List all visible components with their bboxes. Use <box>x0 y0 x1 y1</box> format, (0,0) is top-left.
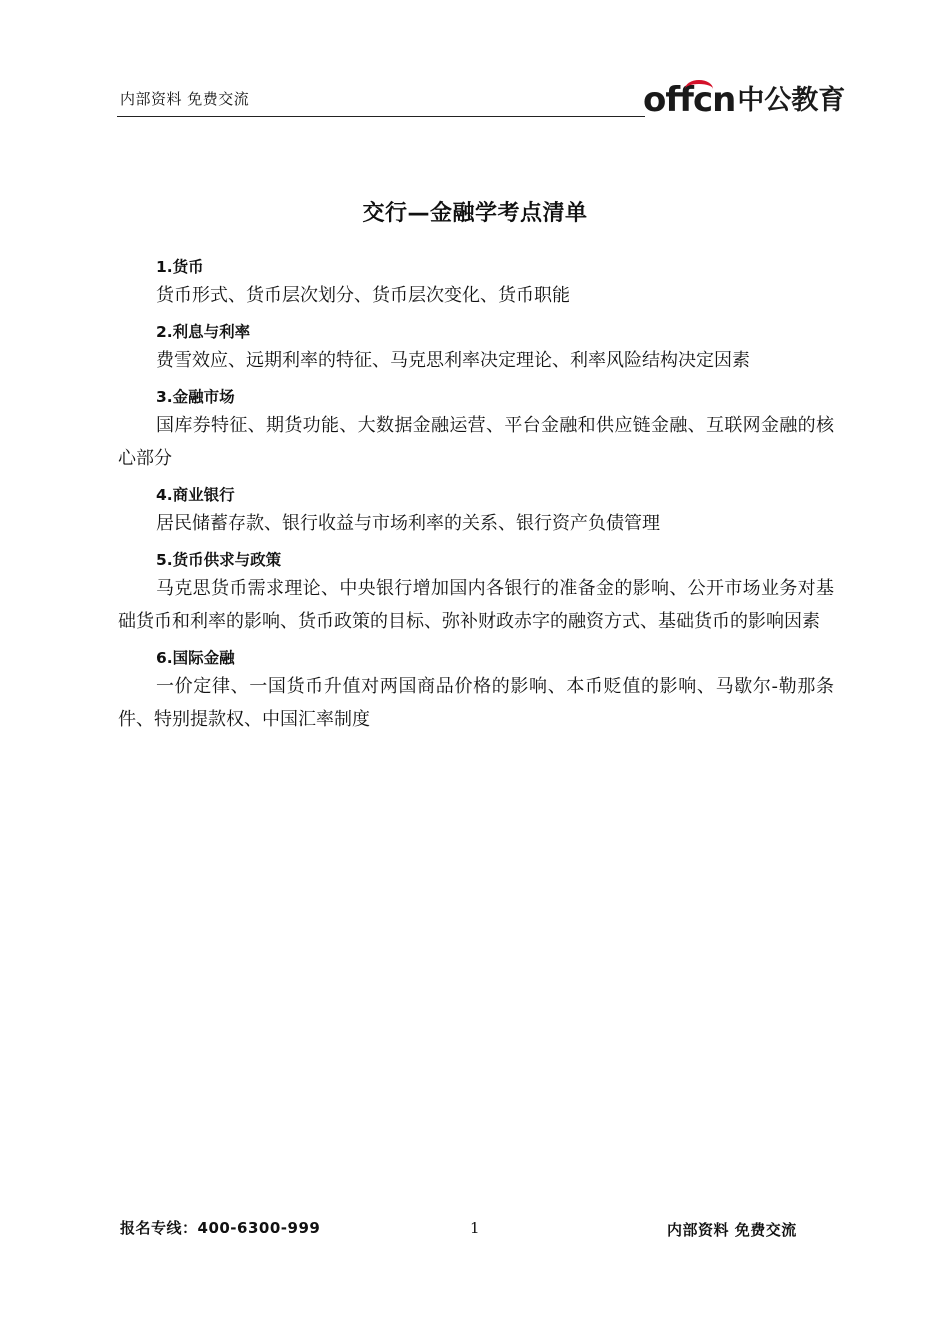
section-heading: 2.利息与利率 <box>156 323 251 341</box>
document-body <box>118 256 834 745</box>
section-text: 马克思货币需求理论、中央银行增加国内各银行的准备金的影响、公开市场业务对基础货币和利率的影响、货币政策的目标、弥补财政赤字的融资方式、基础货币的影响因素 <box>118 578 834 632</box>
section-heading: 6.国际金融 <box>156 649 235 667</box>
section-heading: 4.商业银行 <box>156 486 235 504</box>
section <box>118 256 834 312</box>
page-number: 1 <box>470 1219 480 1237</box>
section-text: 国库券特征、期货功能、大数据金融运营、平台金融和供应链金融、互联网金融的核心部分 <box>118 415 834 469</box>
section <box>118 386 834 475</box>
footer-note: 内部资料 免费交流 <box>667 1221 797 1239</box>
header-note: 内部资料 免费交流 <box>120 90 250 108</box>
section <box>118 321 834 377</box>
section-heading: 3.金融市场 <box>156 388 235 406</box>
section-text: 居民储蓄存款、银行收益与市场利率的关系、银行资产负债管理 <box>156 513 660 534</box>
logo-english: offcn <box>643 80 736 120</box>
section <box>118 549 834 638</box>
section-text: 费雪效应、远期利率的特征、马克思利率决定理论、利率风险结构决定因素 <box>156 350 750 371</box>
section <box>118 484 834 540</box>
section-text: 货币形式、货币层次划分、货币层次变化、货币职能 <box>156 285 570 306</box>
section-text: 一价定律、一国货币升值对两国商品价格的影响、本币贬值的影响、马歇尔-勒那条件、特别提款权、中国汇率制度 <box>118 676 834 730</box>
section-heading: 1.货币 <box>156 258 204 276</box>
header-divider <box>117 116 645 117</box>
section <box>118 647 834 736</box>
footer-hotline: 报名专线：400-6300-999 <box>120 1219 321 1237</box>
logo-chinese: 中公教育 <box>737 85 846 116</box>
offcn-logo <box>643 74 845 118</box>
logo-arc-icon <box>685 80 713 98</box>
section-heading: 5.货币供求与政策 <box>156 551 282 569</box>
document-title: 交行—金融学考点清单 <box>362 201 588 226</box>
